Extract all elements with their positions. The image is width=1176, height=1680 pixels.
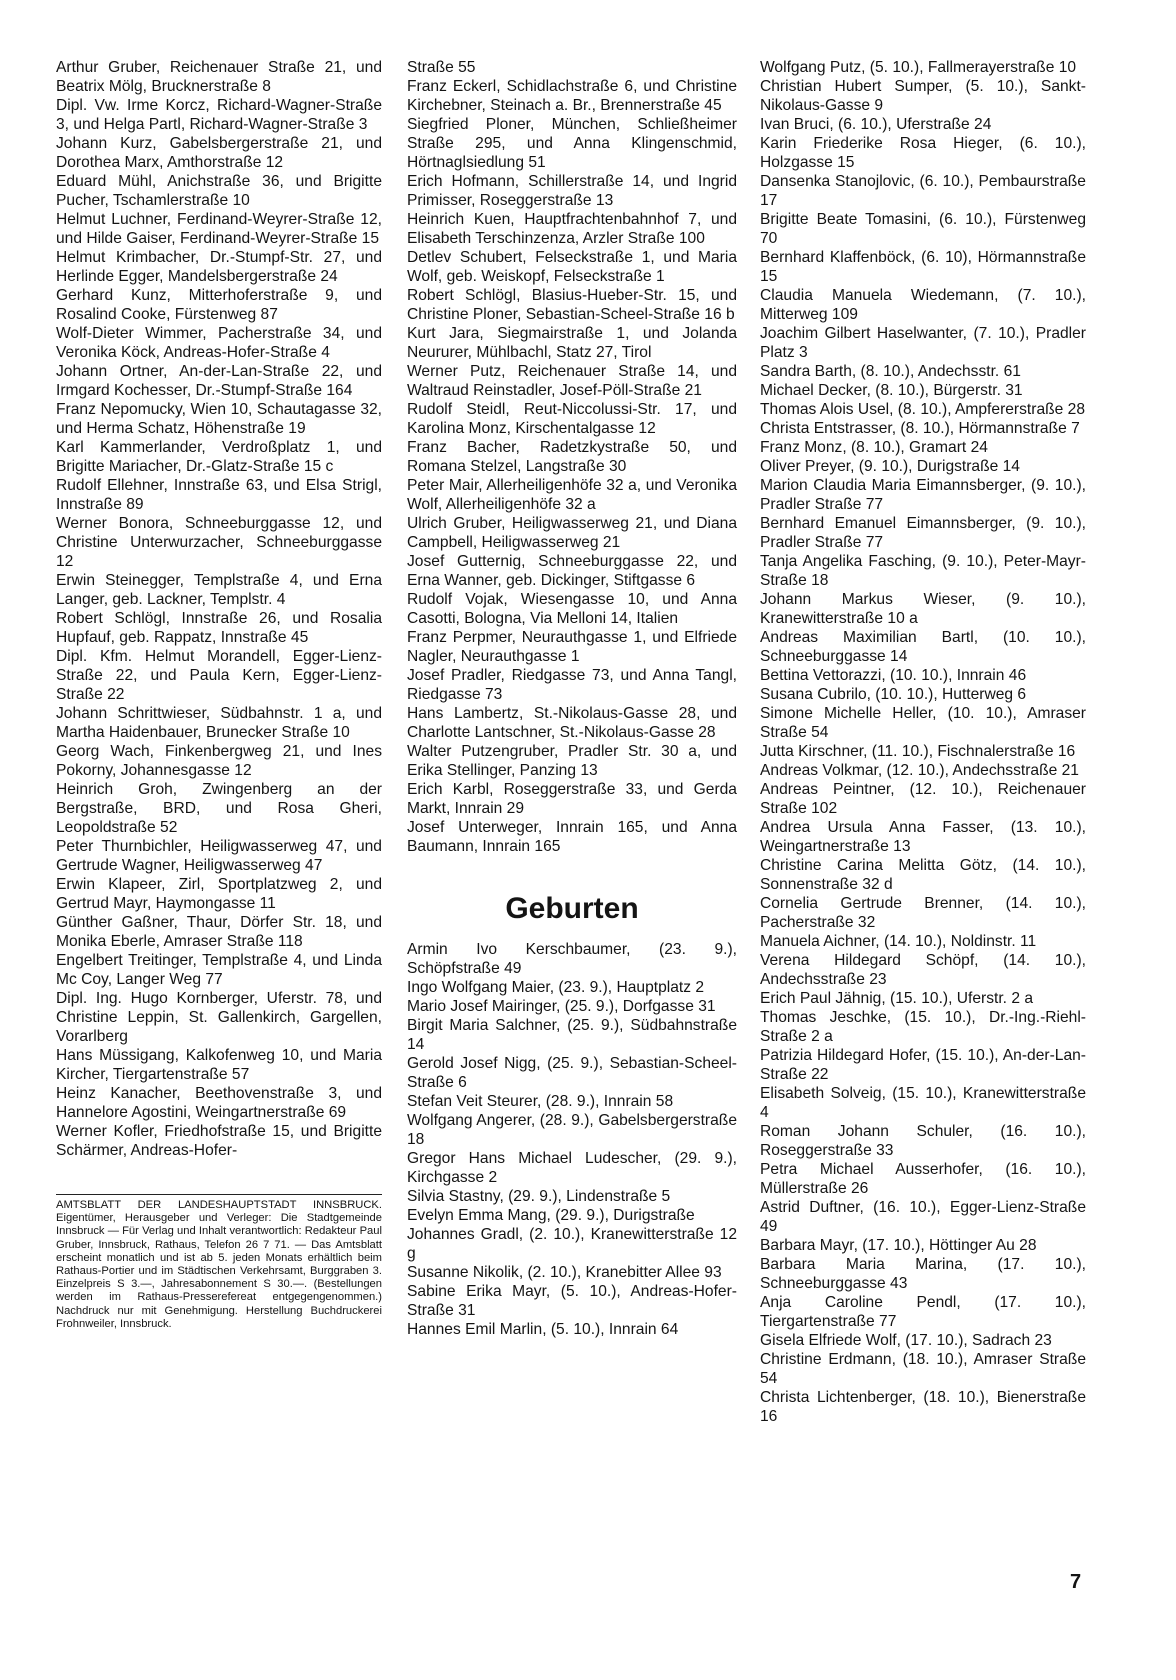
marriage-entry: Ulrich Gruber, Heiligwasserweg 21, und Diana Campbell, Heiligwasserweg 21 <box>407 515 737 551</box>
marriage-entry: Franz Eckerl, Schidlachstraße 6, und Christine Kirchebner, Steinach a. Br., Brennerstraße 45 <box>407 78 737 114</box>
marriage-entry: Franz Perpmer, Neurauthgasse 1, und Elfriede Nagler, Neurauthgasse 1 <box>407 629 737 665</box>
column-marriages-births <box>407 58 737 1339</box>
birth-entry: Birgit Maria Salchner, (25. 9.), Südbahnstraße 14 <box>407 1017 737 1053</box>
marriage-entry: Franz Nepomucky, Wien 10, Schautagasse 32, und Herma Schatz, Höhenstraße 19 <box>56 401 382 437</box>
marriage-entry: Johann Kurz, Gabelsbergerstraße 21, und Dorothea Marx, Amthorstraße 12 <box>56 135 382 171</box>
birth-entry: Erich Paul Jähnig, (15. 10.), Uferstr. 2 a <box>760 990 1034 1007</box>
marriage-entry: Robert Schlögl, Blasius-Hueber-Str. 15, und Christine Ploner, Sebastian-Scheel-Straße 16 b <box>407 287 737 323</box>
birth-entry: Thomas Alois Usel, (8. 10.), Ampfererstraße 28 <box>760 401 1085 418</box>
birth-entry: Gisela Elfriede Wolf, (17. 10.), Sadrach 23 <box>760 1332 1052 1349</box>
birth-entry: Stefan Veit Steurer, (28. 9.), Innrain 58 <box>407 1093 674 1110</box>
birth-entry: Sabine Erika Mayr, (5. 10.), Andreas-Hofer-Straße 31 <box>407 1283 737 1319</box>
birth-list <box>407 940 737 1339</box>
marriage-entry: Werner Putz, Reichenauer Straße 14, und Waltraud Reinstadler, Josef-Pöll-Straße 21 <box>407 363 737 399</box>
birth-entry: Christa Lichtenberger, (18. 10.), Bienerstraße 16 <box>760 1389 1086 1425</box>
marriage-entry: Eduard Mühl, Anichstraße 36, und Brigitte Pucher, Tschamlerstraße 10 <box>56 173 382 209</box>
birth-entry: Andrea Ursula Anna Fasser, (13. 10.), Weingartnerstraße 13 <box>760 819 1086 855</box>
birth-entry: Andreas Volkmar, (12. 10.), Andechsstraße 21 <box>760 762 1079 779</box>
birth-entry: Gerold Josef Nigg, (25. 9.), Sebastian-Scheel-Straße 6 <box>407 1055 737 1091</box>
marriage-entry: Johann Schrittwieser, Südbahnstr. 1 a, und Martha Haidenbauer, Brunecker Straße 10 <box>56 705 382 741</box>
birth-entry: Tanja Angelika Fasching, (9. 10.), Peter-Mayr-Straße 18 <box>760 553 1086 589</box>
marriage-entry: Erich Hofmann, Schillerstraße 14, und Ingrid Primisser, Roseggerstraße 13 <box>407 173 737 209</box>
birth-entry: Mario Josef Mairinger, (25. 9.), Dorfgasse 31 <box>407 998 716 1015</box>
birth-entry: Andreas Peintner, (12. 10.), Reichenauer Straße 102 <box>760 781 1086 817</box>
birth-entry: Jutta Kirschner, (11. 10.), Fischnalerstraße 16 <box>760 743 1076 760</box>
marriage-entry: Wolf-Dieter Wimmer, Pacherstraße 34, und Veronika Köck, Andreas-Hofer-Straße 4 <box>56 325 382 361</box>
marriage-entry: Franz Bacher, Radetzkystraße 50, und Romana Stelzel, Langstraße 30 <box>407 439 737 475</box>
impressum: AMTSBLATT DER LANDESHAUPTSTADT INNSBRUCK. Eigentümer, Herausgeber und Verleger: Die Stadtgemeinde Innsbruck — Für Verlag und Inhalt verantwortlich: Redakteur Paul Gruber, Innsbruck, Rathaus, Telefon 26 7 71. — Das Amtsblatt erscheint monatlich und ist ab 5. jeden Monats erhältlich beim Rathaus-Portier und im Städtischen Verkehrsamt, Burggraben 3. Einzelpreis S 3.—, Jahresabonnement S 30.—. (Bestellungen werden im Rathaus-Presserefereat entgegengenommen.) Nachdruck nur mit Genehmigung. Herstellung Buchdruckerei Frohnweiler, Innsbruck. <box>56 1194 382 1331</box>
birth-entry: Hannes Emil Marlin, (5. 10.), Innrain 64 <box>407 1321 679 1338</box>
marriage-entry: Arthur Gruber, Reichenauer Straße 21, und Beatrix Mölg, Brucknerstraße 8 <box>56 59 382 95</box>
marriage-entry: Werner Kofler, Friedhofstraße 15, und Brigitte Schärmer, Andreas-Hofer- <box>56 1123 382 1159</box>
birth-entry: Bettina Vettorazzi, (10. 10.), Innrain 46 <box>760 667 1027 684</box>
section-heading-geburten: Geburten <box>505 892 639 925</box>
birth-entry: Marion Claudia Maria Eimannsberger, (9. 10.), Pradler Straße 77 <box>760 477 1086 513</box>
marriage-entry: Dipl. Kfm. Helmut Morandell, Egger-Lienz-Straße 22, und Paula Kern, Egger-Lienz-Straße 22 <box>56 648 382 703</box>
marriage-entry: Josef Pradler, Riedgasse 73, und Anna Tangl, Riedgasse 73 <box>407 667 737 703</box>
marriage-entry: Günther Gaßner, Thaur, Dörfer Str. 18, und Monika Eberle, Amraser Straße 118 <box>56 914 382 950</box>
birth-entry: Gregor Hans Michael Ludescher, (29. 9.), Kirchgasse 2 <box>407 1150 737 1186</box>
birth-entry: Johannes Gradl, (2. 10.), Kranewitterstraße 12 g <box>407 1226 737 1262</box>
birth-entry: Christine Erdmann, (18. 10.), Amraser Straße 54 <box>760 1351 1086 1387</box>
birth-entry: Andreas Maximilian Bartl, (10. 10.), Schneeburggasse 14 <box>760 629 1086 665</box>
birth-entry: Verena Hildegard Schöpf, (14. 10.), Andechsstraße 23 <box>760 952 1086 988</box>
marriage-entry: Engelbert Treitinger, Templstraße 4, und Linda Mc Coy, Langer Weg 77 <box>56 952 382 988</box>
marriage-entry: Erwin Klapeer, Zirl, Sportplatzweg 2, und Gertrud Mayr, Haymongasse 11 <box>56 876 382 912</box>
marriage-entry: Werner Bonora, Schneeburggasse 12, und Christine Unterwurzacher, Schneeburggasse 12 <box>56 515 382 570</box>
birth-entry: Barbara Maria Marina, (17. 10.), Schneeburggasse 43 <box>760 1256 1086 1292</box>
birth-entry: Franz Monz, (8. 10.), Gramart 24 <box>760 439 988 456</box>
birth-entry: Simone Michelle Heller, (10. 10.), Amraser Straße 54 <box>760 705 1086 741</box>
marriage-entry: Rudolf Steidl, Reut-Niccolussi-Str. 17, und Karolina Monz, Kirschentalgasse 12 <box>407 401 737 437</box>
birth-entry: Michael Decker, (8. 10.), Bürgerstr. 31 <box>760 382 1023 399</box>
marriage-entry: Josef Gutternig, Schneeburggasse 22, und Erna Wanner, geb. Dickinger, Stiftgasse 6 <box>407 553 737 589</box>
birth-entry: Wolfgang Angerer, (28. 9.), Gabelsbergerstraße 18 <box>407 1112 737 1148</box>
marriage-entry: Heinrich Kuen, Hauptfrachtenbahnhof 7, und Elisabeth Terschinzenza, Arzler Straße 100 <box>407 211 737 247</box>
birth-entry: Dansenka Stanojlovic, (6. 10.), Pembaurstraße 17 <box>760 173 1086 209</box>
birth-entry: Anja Caroline Pendl, (17. 10.), Tiergartenstraße 77 <box>760 1294 1086 1330</box>
column-births-continued <box>760 58 1086 1426</box>
birth-entry: Roman Johann Schuler, (16. 10.), Roseggerstraße 33 <box>760 1123 1086 1159</box>
marriage-list-continued <box>407 58 737 856</box>
birth-entry: Thomas Jeschke, (15. 10.), Dr.-Ing.-Riehl-Straße 2 a <box>760 1009 1086 1045</box>
birth-entry: Bernhard Emanuel Eimannsberger, (9. 10.), Pradler Straße 77 <box>760 515 1086 551</box>
marriage-entry: Erwin Steinegger, Templstraße 4, und Erna Langer, geb. Lackner, Templstr. 4 <box>56 572 382 608</box>
birth-entry: Claudia Manuela Wiedemann, (7. 10.), Mitterweg 109 <box>760 287 1086 323</box>
birth-entry: Wolfgang Putz, (5. 10.), Fallmerayerstraße 10 <box>760 59 1077 76</box>
birth-entry: Patrizia Hildegard Hofer, (15. 10.), An-der-Lan-Straße 22 <box>760 1047 1086 1083</box>
birth-entry: Joachim Gilbert Haselwanter, (7. 10.), Pradler Platz 3 <box>760 325 1086 361</box>
marriage-entry: Siegfried Ploner, München, Schließheimer Straße 295, und Anna Klingenschmid, Hörtnaglsiedlung 51 <box>407 116 737 171</box>
marriage-entry: Walter Putzengruber, Pradler Str. 30 a, und Erika Stellinger, Panzing 13 <box>407 743 737 779</box>
marriage-entry: Heinrich Groh, Zwingenberg an der Bergstraße, BRD, und Rosa Gheri, Leopoldstraße 52 <box>56 781 382 836</box>
birth-entry: Sandra Barth, (8. 10.), Andechsstr. 61 <box>760 363 1021 380</box>
birth-entry: Susanne Nikolik, (2. 10.), Kranebitter Allee 93 <box>407 1264 722 1281</box>
marriage-entry: Dipl. Vw. Irme Korcz, Richard-Wagner-Straße 3, und Helga Partl, Richard-Wagner-Straße 3 <box>56 97 382 133</box>
birth-entry: Elisabeth Solveig, (15. 10.), Kranewitterstraße 4 <box>760 1085 1086 1121</box>
marriage-entry: Heinz Kanacher, Beethovenstraße 3, und Hannelore Agostini, Weingartnerstraße 69 <box>56 1085 382 1121</box>
marriage-list <box>56 58 382 1160</box>
marriage-entry: Helmut Krimbacher, Dr.-Stumpf-Str. 27, und Herlinde Egger, Mandelsbergerstraße 24 <box>56 249 382 285</box>
birth-entry: Ingo Wolfgang Maier, (23. 9.), Hauptplatz 2 <box>407 979 705 996</box>
birth-entry: Oliver Preyer, (9. 10.), Durigstraße 14 <box>760 458 1020 475</box>
marriage-entry: Peter Thurnbichler, Heiligwasserweg 47, und Gertrude Wagner, Heiligwasserweg 47 <box>56 838 382 874</box>
marriage-entry: Detlev Schubert, Felseckstraße 1, und Maria Wolf, geb. Weiskopf, Felseckstraße 1 <box>407 249 737 285</box>
birth-entry: Silvia Stastny, (29. 9.), Lindenstraße 5 <box>407 1188 671 1205</box>
marriage-entry: Robert Schlögl, Innstraße 26, und Rosalia Hupfauf, geb. Rappatz, Innstraße 45 <box>56 610 382 646</box>
marriage-entry: Gerhard Kunz, Mitterhoferstraße 9, und Rosalind Cooke, Fürstenweg 87 <box>56 287 382 323</box>
marriage-entry: Hans Müssigang, Kalkofenweg 10, und Maria Kircher, Tiergartenstraße 57 <box>56 1047 382 1083</box>
birth-entry: Astrid Duftner, (16. 10.), Egger-Lienz-Straße 49 <box>760 1199 1086 1235</box>
birth-entry: Evelyn Emma Mang, (29. 9.), Durigstraße <box>407 1207 695 1224</box>
birth-entry: Christian Hubert Sumper, (5. 10.), Sankt-Nikolaus-Gasse 9 <box>760 78 1086 114</box>
birth-entry: Brigitte Beate Tomasini, (6. 10.), Fürstenweg 70 <box>760 211 1086 247</box>
page-number: 7 <box>1070 1571 1082 1593</box>
marriage-entry: Georg Wach, Finkenbergweg 21, und Ines Pokorny, Johannesgasse 12 <box>56 743 382 779</box>
birth-entry: Armin Ivo Kerschbaumer, (23. 9.), Schöpfstraße 49 <box>407 941 737 977</box>
birth-entry: Barbara Mayr, (17. 10.), Höttinger Au 28 <box>760 1237 1037 1254</box>
column-marriages-1 <box>56 58 382 1331</box>
birth-entry: Cornelia Gertrude Brenner, (14. 10.), Pacherstraße 32 <box>760 895 1086 931</box>
birth-entry: Johann Markus Wieser, (9. 10.), Kranewitterstraße 10 a <box>760 591 1086 627</box>
marriage-entry: Kurt Jara, Siegmairstraße 1, und Jolanda Neururer, Mühlbachl, Statz 27, Tirol <box>407 325 737 361</box>
marriage-entry: Rudolf Ellehner, Innstraße 63, und Elsa Strigl, Innstraße 89 <box>56 477 382 513</box>
birth-entry: Karin Friederike Rosa Hieger, (6. 10.), Holzgasse 15 <box>760 135 1086 171</box>
marriage-entry: Dipl. Ing. Hugo Kornberger, Uferstr. 78, und Christine Leppin, St. Gallenkirch, Gargellen, Vorarlberg <box>56 990 382 1045</box>
marriage-entry: Straße 55 <box>407 59 476 76</box>
marriage-entry: Helmut Luchner, Ferdinand-Weyrer-Straße 12, und Hilde Gaiser, Ferdinand-Weyrer-Straße 15 <box>56 211 382 247</box>
marriage-entry: Karl Kammerlander, Verdroßplatz 1, und Brigitte Mariacher, Dr.-Glatz-Straße 15 c <box>56 439 382 475</box>
birth-entry: Ivan Bruci, (6. 10.), Uferstraße 24 <box>760 116 992 133</box>
birth-entry: Christine Carina Melitta Götz, (14. 10.), Sonnenstraße 32 d <box>760 857 1086 893</box>
marriage-entry: Erich Karbl, Roseggerstraße 33, und Gerda Markt, Innrain 29 <box>407 781 737 817</box>
birth-list-continued <box>760 58 1086 1426</box>
birth-entry: Bernhard Klaffenböck, (6. 10), Hörmannstraße 15 <box>760 249 1086 285</box>
birth-entry: Petra Michael Ausserhofer, (16. 10.), Müllerstraße 26 <box>760 1161 1086 1197</box>
marriage-entry: Josef Unterweger, Innrain 165, und Anna Baumann, Innrain 165 <box>407 819 737 855</box>
marriage-entry: Peter Mair, Allerheiligenhöfe 32 a, und Veronika Wolf, Allerheiligenhöfe 32 a <box>407 477 737 513</box>
birth-entry: Susana Cubrilo, (10. 10.), Hutterweg 6 <box>760 686 1027 703</box>
marriage-entry: Hans Lambertz, St.-Nikolaus-Gasse 28, und Charlotte Lantschner, St.-Nikolaus-Gasse 28 <box>407 705 737 741</box>
birth-entry: Christa Entstrasser, (8. 10.), Hörmannstraße 7 <box>760 420 1080 437</box>
marriage-entry: Johann Ortner, An-der-Lan-Straße 22, und Irmgard Kochesser, Dr.-Stumpf-Straße 164 <box>56 363 382 399</box>
birth-entry: Manuela Aichner, (14. 10.), Noldinstr. 11 <box>760 933 1037 950</box>
marriage-entry: Rudolf Vojak, Wiesengasse 10, und Anna Casotti, Bologna, Via Melloni 14, Italien <box>407 591 737 627</box>
